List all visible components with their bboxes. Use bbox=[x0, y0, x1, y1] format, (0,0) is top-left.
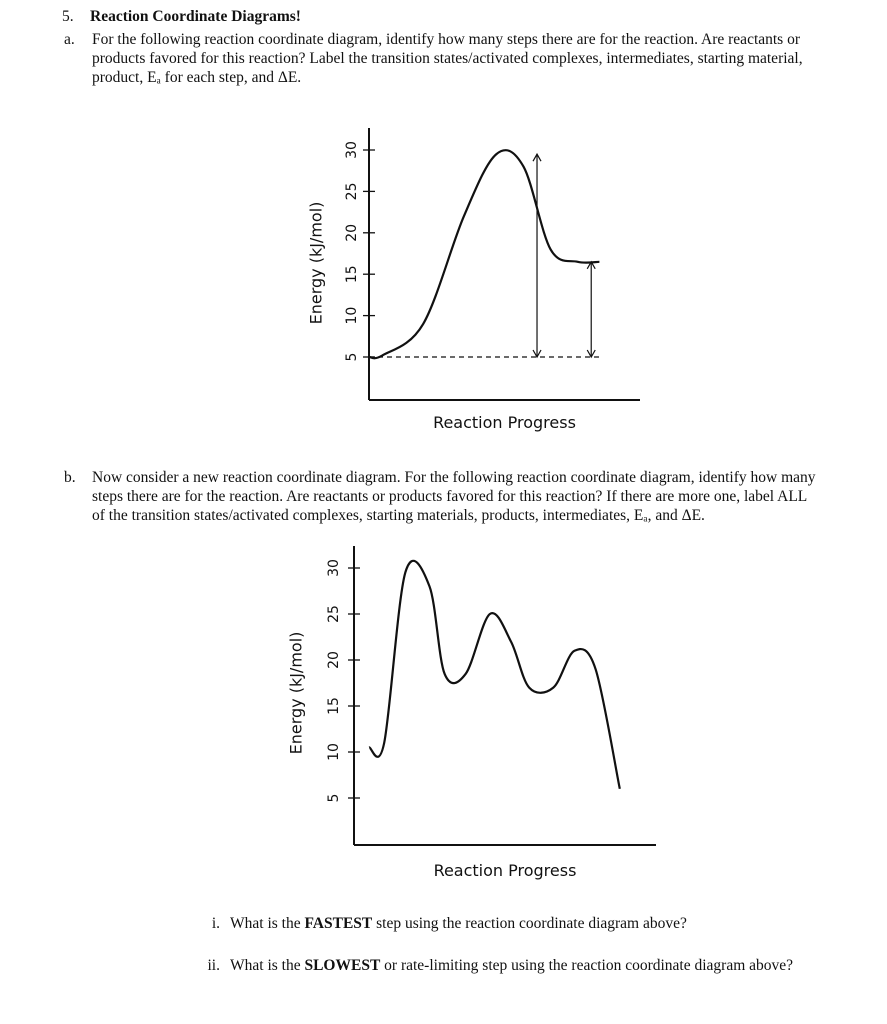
y-tick-label: 10 bbox=[326, 743, 342, 761]
energy-curve bbox=[369, 561, 620, 789]
sub-question-2-bold: SLOWEST bbox=[304, 957, 381, 974]
y-tick-label: 25 bbox=[344, 182, 360, 201]
x-axis-title: Reaction Progress bbox=[433, 861, 577, 880]
y-tick-label: 25 bbox=[326, 605, 342, 623]
y-tick-label: 20 bbox=[344, 223, 360, 242]
y-tick-label: 10 bbox=[344, 306, 360, 325]
y-tick-label: 30 bbox=[344, 141, 360, 159]
y-tick-label: 5 bbox=[344, 352, 360, 362]
sub-question-1-after: step using the reaction coordinate diagram above? bbox=[372, 915, 687, 932]
y-tick-label: 15 bbox=[326, 697, 342, 715]
y-tick-label: 15 bbox=[344, 265, 360, 284]
part-a-line-3: product, Eₐ for each step, and ΔE. bbox=[92, 69, 302, 86]
y-tick-label: 5 bbox=[326, 793, 342, 803]
part-b-marker: b. bbox=[64, 469, 76, 486]
part-b-line-3: of the transition states/activated complexes, starting materials, products, intermediates, Eₐ, and ΔE. bbox=[92, 507, 705, 524]
x-axis-title: Reaction Progress bbox=[433, 413, 576, 432]
y-tick-label: 20 bbox=[326, 651, 342, 669]
y-axis-title: Energy (kJ/mol) bbox=[286, 631, 306, 755]
sub-question-2-after: or rate-limiting step using the reaction coordinate diagram above? bbox=[380, 957, 794, 974]
question-number: 5. bbox=[62, 8, 74, 25]
sub-question-2-marker: ii. bbox=[207, 957, 220, 974]
y-axis-title: Energy (kJ/mol) bbox=[306, 201, 326, 325]
sub-question-1-bold: FASTEST bbox=[304, 915, 373, 932]
part-b-line-2: steps there are for the reaction. Are reactants or products favored for this reaction? If there are more one, label ALL bbox=[92, 488, 808, 505]
part-a-line-2: products favored for this reaction? Label the transition states/activated complexes, intermediates, starting material, bbox=[92, 50, 803, 67]
sub-question-1-before: What is the bbox=[230, 915, 305, 932]
sub-question-2-before: What is the bbox=[230, 957, 305, 974]
y-tick-label: 30 bbox=[326, 559, 342, 577]
part-b-line-1: Now consider a new reaction coordinate diagram. For the following reaction coordinate diagram, identify how many bbox=[92, 469, 816, 486]
part-a-marker: a. bbox=[64, 31, 75, 48]
question-title: Reaction Coordinate Diagrams! bbox=[90, 8, 301, 25]
part-a-line-1: For the following reaction coordinate diagram, identify how many steps there are for the reaction. Are reactants or bbox=[92, 31, 801, 48]
sub-question-1-marker: i. bbox=[211, 915, 220, 932]
